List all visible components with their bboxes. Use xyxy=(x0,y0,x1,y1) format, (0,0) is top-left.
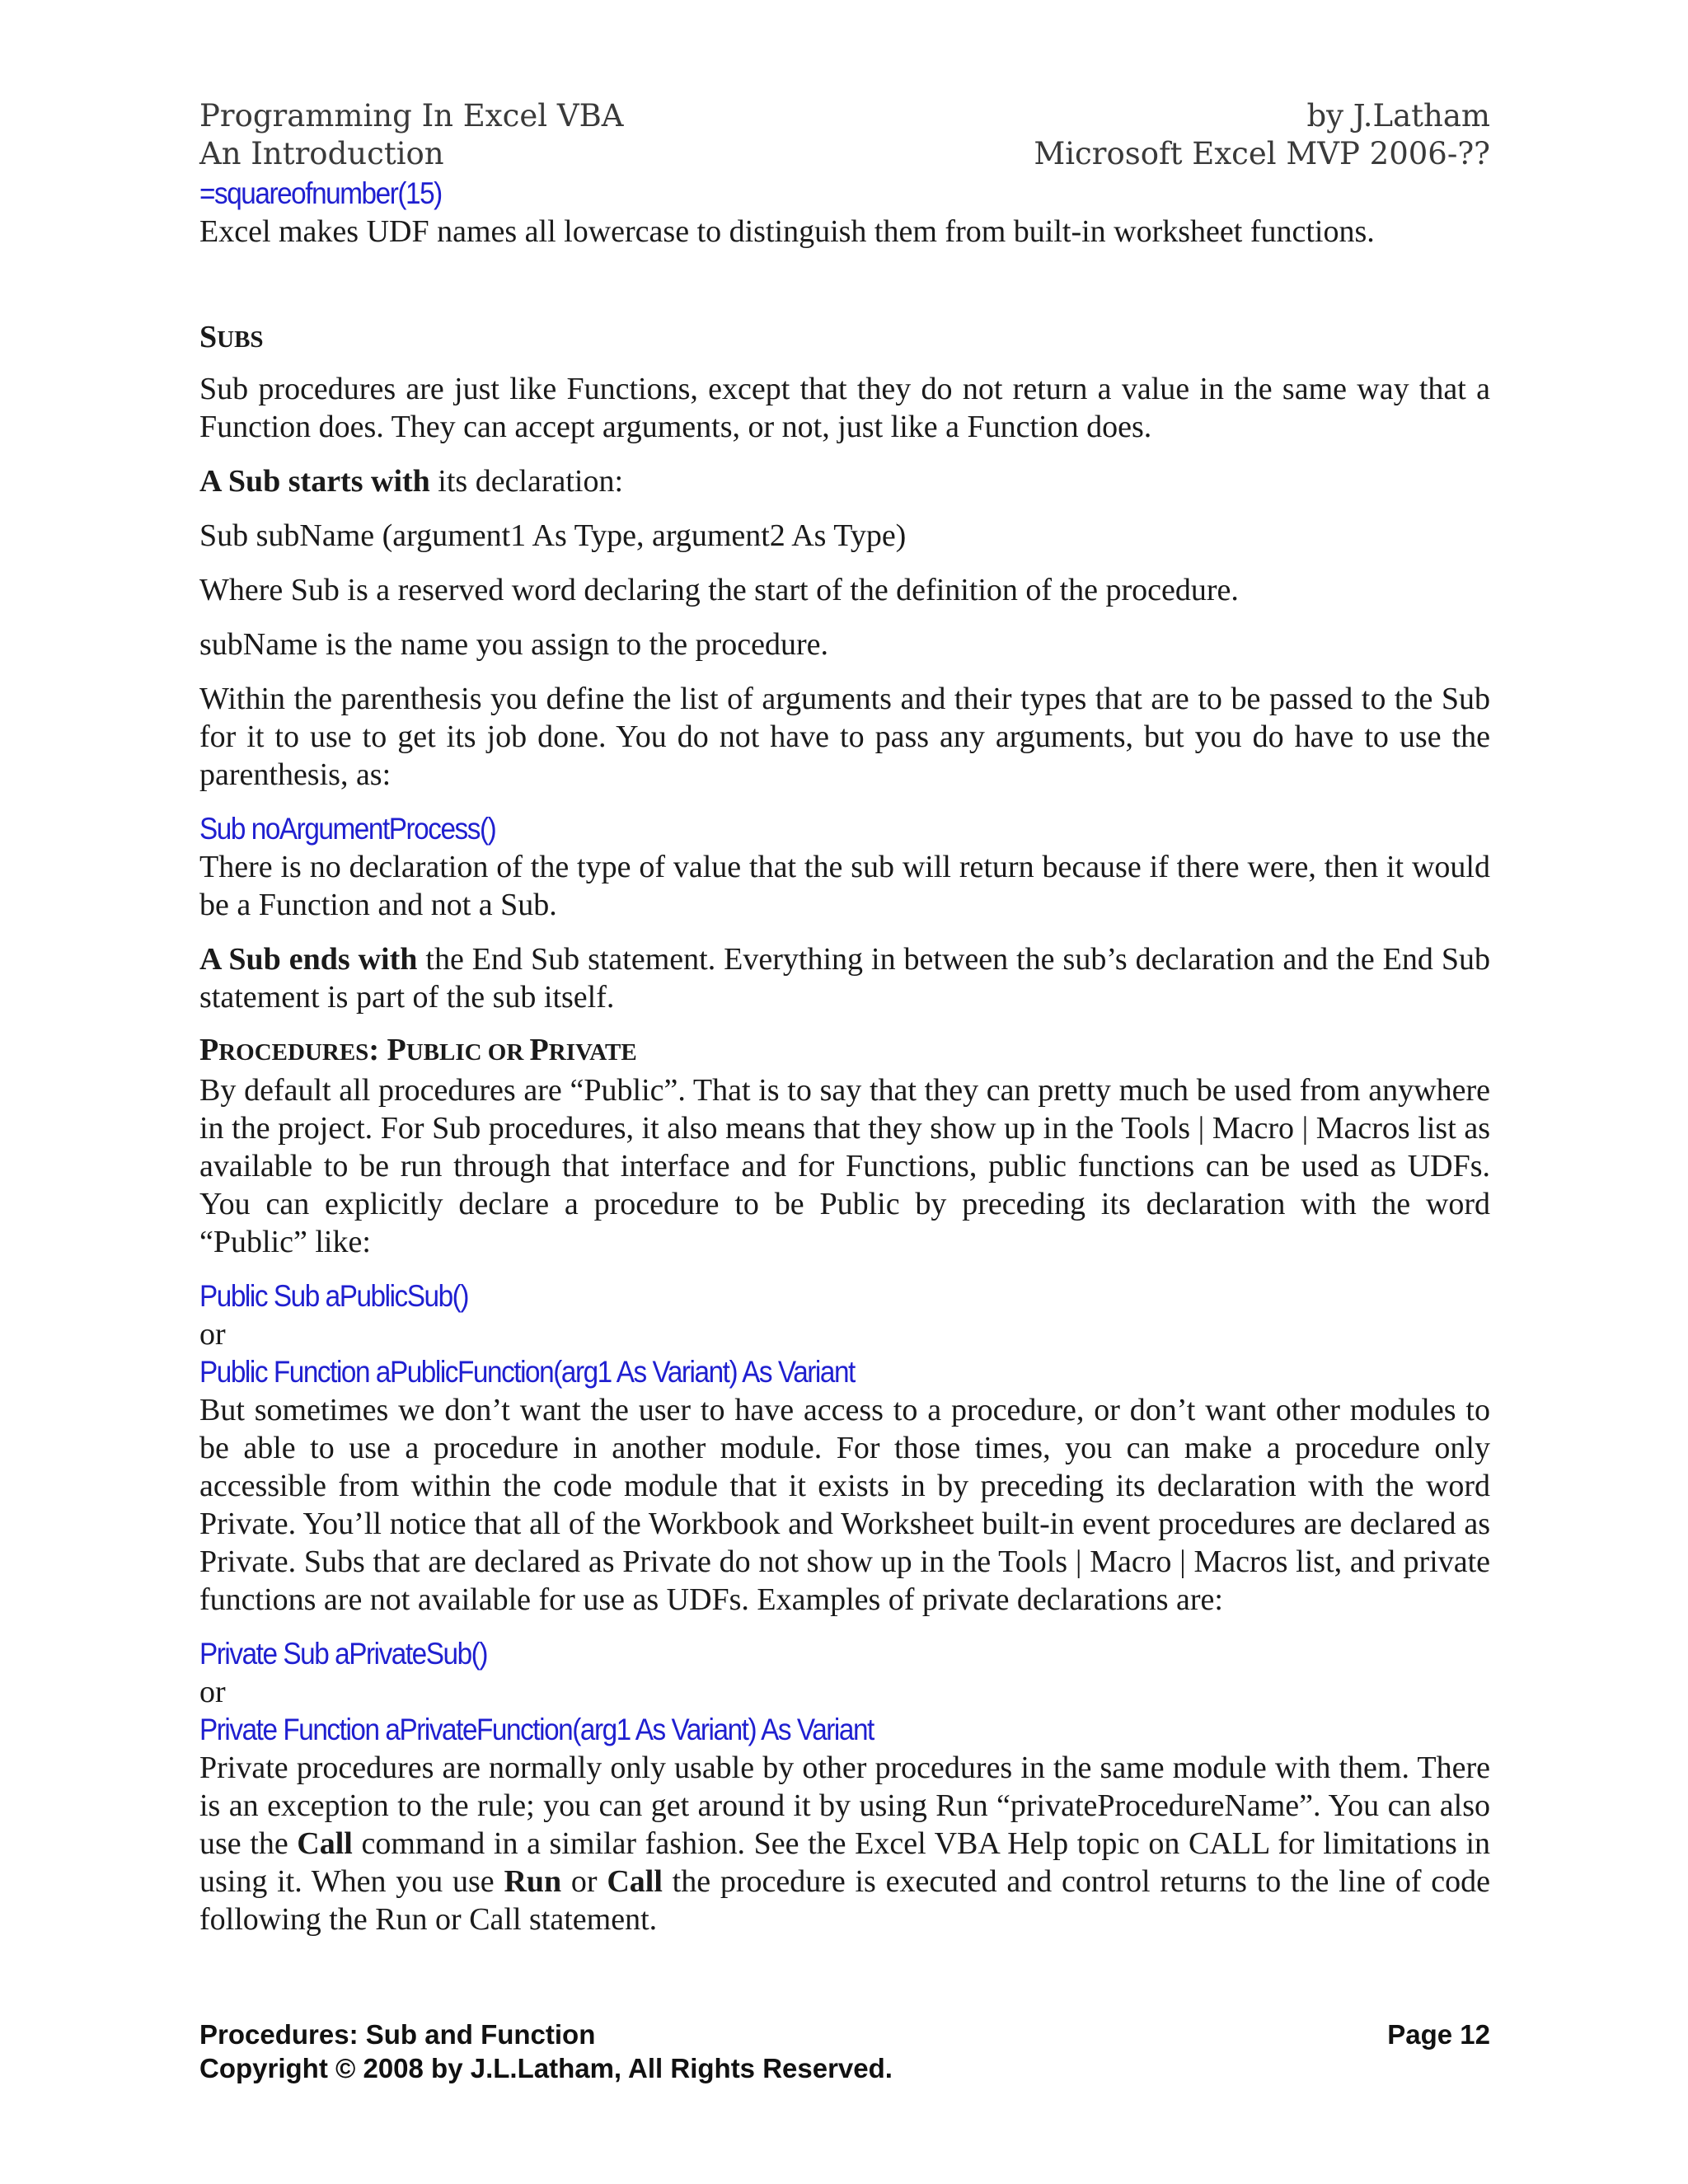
header-subtitle: An Introduction xyxy=(199,136,444,171)
subs-intro: Sub procedures are just like Functions, except that they do not return a value in the same way that a Function does. They can accept arguments, or not, just like a Function does. xyxy=(199,372,1490,444)
page-header xyxy=(199,97,1490,173)
or-text-2: or xyxy=(199,1675,226,1709)
udf-note: Excel makes UDF names all lowercase to distinguish them from built-in worksheet functions. xyxy=(199,214,1375,249)
code-private-function: Private Function aPrivateFunction(arg1 As Variant) As Variant xyxy=(199,1713,874,1746)
subname-para: subName is the name you assign to the procedure. xyxy=(199,627,828,662)
code-no-argument-process: Sub noArgumentProcess() xyxy=(199,812,496,846)
run-call-para: Private procedures are normally only usable by other procedures in the same module with them. There is an exception to the rule; you can get around it by using Run “privateProcedureName”. You can also use the Call command in a similar fashion. See the Excel VBA Help topic on CALL for limitations in using it. When you use Run or Call the procedure is executed and control returns to the line of code following the Run or Call statement. xyxy=(199,1750,1491,1937)
procedures-heading: PROCEDURES: PUBLIC OR PRIVATE xyxy=(199,1033,637,1067)
parenthesis-para: Within the parenthesis you define the list of arguments and their types that are to be passed to the Sub for it to use to get its job done. You do not have to pass any arguments, but you do have to use the parenthesis, as: xyxy=(199,682,1490,792)
code-public-sub: Public Sub aPublicSub() xyxy=(199,1279,468,1313)
header-title: Programming In Excel VBA xyxy=(199,98,624,134)
private-para: But sometimes we don’t want the user to have access to a procedure, or don’t want other modules to be able to use a procedure in another module. For those times, you can make a procedure only accessible from within the code module that it exists in by preceding its declaration with the word Private. You’ll notice that all of the Workbook and Worksheet built-in event procedures are declared as Private. Subs that are declared as Private do not show up in the Tools | Macro | Macros list, and private functions are not available for use as UDFs. Examples of private declarations are: xyxy=(199,1393,1490,1617)
where-sub-para: Where Sub is a reserved word declaring the start of the definition of the procedure. xyxy=(199,573,1239,607)
sub-starts-para: A Sub starts with its declaration: xyxy=(199,464,624,499)
or-text-1: or xyxy=(199,1317,226,1352)
subs-heading: SUBS xyxy=(199,320,264,354)
page-footer xyxy=(199,2018,1490,2085)
header-author: by J.Latham xyxy=(1306,98,1490,134)
sub-ends-para: A Sub ends with the End Sub statement. Everything in between the sub’s declaration and the End Sub statement is part of the sub itself. xyxy=(199,942,1490,1015)
code-public-function: Public Function aPublicFunction(arg1 As Variant) As Variant xyxy=(199,1355,855,1389)
code-private-sub: Private Sub aPrivateSub() xyxy=(199,1637,487,1671)
page-body xyxy=(199,175,1490,1938)
sub-declaration-syntax: Sub subName (argument1 As Type, argument2 As Type) xyxy=(199,518,907,553)
no-declaration-para: There is no declaration of the type of value that the sub will return because if there were, then it would be a Function and not a Sub. xyxy=(199,850,1490,922)
code-squareofnumber: =squareofnumber(15) xyxy=(199,176,442,210)
header-mvp: Microsoft Excel MVP 2006-?? xyxy=(1034,136,1490,171)
footer-page-number: Page 12 xyxy=(1387,2019,1490,2050)
footer-copyright: Copyright © 2008 by J.L.Latham, All Rights Reserved. xyxy=(199,2053,893,2083)
footer-section: Procedures: Sub and Function xyxy=(199,2019,596,2050)
public-para: By default all procedures are “Public”. That is to say that they can pretty much be used from anywhere in the project. For Sub procedures, it also means that they show up in the Tools | Macro | Macros list as available to be run through that interface and for Functions, public functions can be used as UDFs. You can explicitly declare a procedure to be Public by preceding its declaration with the word “Public” like: xyxy=(199,1073,1490,1259)
